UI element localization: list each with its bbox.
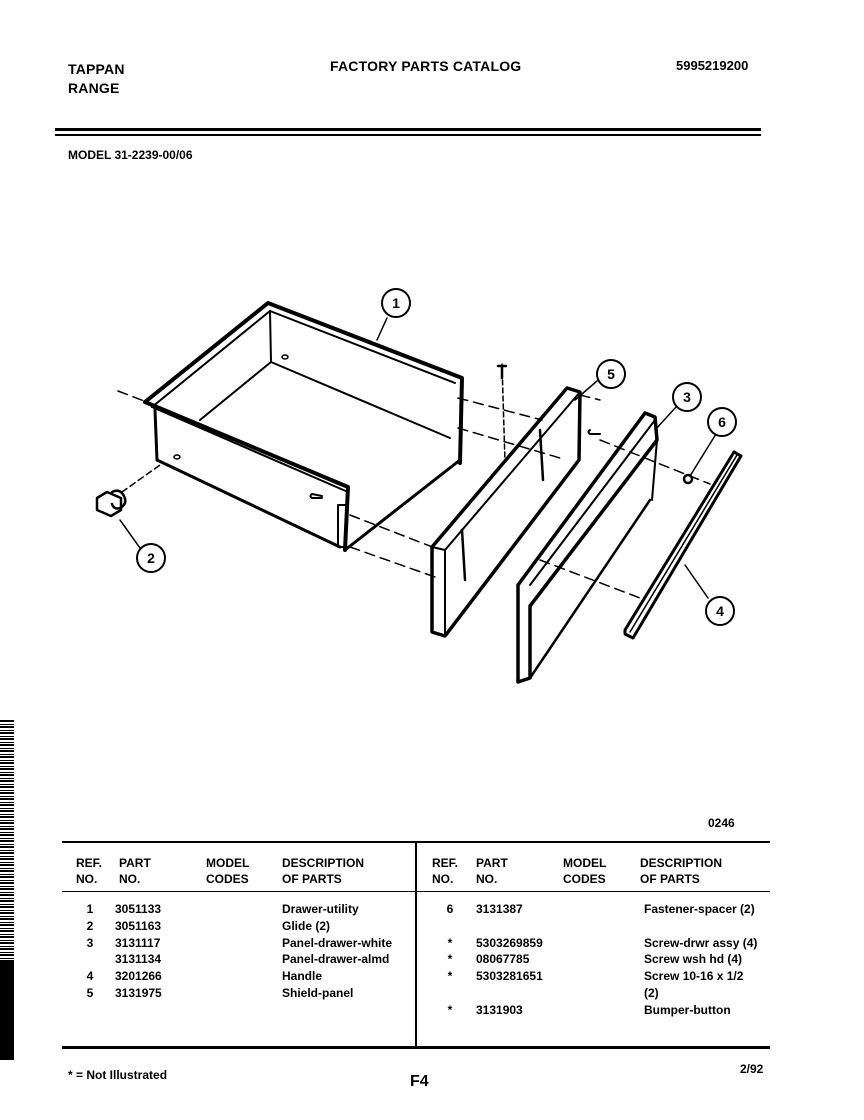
right-ref-column [443,901,457,1019]
table-cell [443,918,457,935]
product-type: RANGE [68,80,120,96]
header-divider-thin [55,134,761,136]
table-cell: Screw wsh hd (4) [644,952,743,967]
table-cell: Panel-drawer-almd [282,952,390,967]
table-bottom-rule [62,1046,770,1049]
table-cell: 08067785 [476,952,530,967]
table-cell: 3201266 [115,969,162,984]
model-number: MODEL 31-2239-00/06 [68,148,193,162]
table-cell: Drawer-utility [282,902,359,916]
table-column-divider [415,843,417,1046]
brand-name: TAPPAN [68,61,125,77]
table-cell: Fastener-spacer (2) [644,902,755,916]
table-cell [83,951,97,968]
table-cell: 3051133 [115,902,162,916]
table-cell: * [447,952,453,967]
table-cell [476,985,543,1002]
table-cell: 1 [86,902,94,916]
table-cell: 3131387 [476,902,523,916]
svg-text:4: 4 [716,603,724,619]
svg-text:6: 6 [718,414,726,430]
not-illustrated-note: * = Not Illustrated [68,1068,168,1082]
table-cell: 2 [86,918,94,933]
svg-text:2: 2 [147,550,155,566]
table-cell: Glide (2) [282,918,331,933]
callout-3 [673,383,701,411]
table-cell: Bumper-button [644,1002,731,1017]
scan-edge-artifact-solid [0,960,14,1060]
table-cell: (2) [644,985,659,1000]
table-cell: Screw 10-16 x 1/2 [644,969,744,984]
revision-date: 2/92 [740,1062,764,1076]
table-cell: 5303281651 [476,969,543,984]
table-cell: Panel-drawer-white [282,935,393,950]
left-part-column [115,901,162,1002]
page-number: F4 [410,1073,429,1090]
catalog-number: 5995219200 [676,58,749,73]
header-divider [55,128,761,131]
table-cell: Handle [282,969,323,984]
table-cell: Screw-drwr assy (4) [644,935,758,950]
header-ref-no-left: REF. NO. [76,856,103,886]
callout-2 [137,544,165,572]
callout-1 [382,289,410,317]
svg-text:5: 5 [607,366,615,382]
callout-4 [706,597,734,625]
table-cell: 3 [86,935,94,950]
table-cell [443,985,457,1002]
table-cell: Shield-panel [282,985,354,1000]
figure-code: 0246 [708,816,735,830]
drawer-utility-drawing [145,303,462,550]
right-description-column [644,901,757,1019]
table-cell: * [447,969,453,984]
table-cell: 6 [446,902,454,916]
right-part-column [476,901,543,1019]
shield-panel-drawing [432,364,580,636]
table-cell: 5303269859 [476,935,543,950]
left-ref-column [83,901,97,1002]
header-model-codes-left: MODEL CODES [206,856,250,886]
header-ref-no-right: REF. NO. [432,856,459,886]
callout-5 [597,360,625,388]
exploded-parts-diagram [70,280,790,700]
panel-drawer-drawing [518,413,657,682]
table-cell: 3131975 [115,985,162,1000]
header-part-no-left: PART NO. [119,856,151,886]
table-cell: 3051163 [115,918,162,933]
table-cell: 3131903 [476,1002,523,1017]
table-cell: 3131117 [115,935,161,950]
left-description-column [282,901,392,1002]
glide-drawing [97,465,160,516]
table-cell: 4 [86,969,94,984]
catalog-title: FACTORY PARTS CATALOG [330,58,522,74]
table-cell: 3131134 [115,952,162,967]
svg-text:1: 1 [392,295,400,311]
header-model-codes-right: MODEL CODES [563,856,607,886]
header-description-left: DESCRIPTION OF PARTS [282,856,365,886]
table-cell: * [447,1002,453,1017]
table-cell [644,918,757,935]
callout-6 [708,408,736,436]
table-cell: * [447,935,453,950]
table-cell: 5 [86,985,94,1000]
header-description-right: DESCRIPTION OF PARTS [640,856,723,886]
header-brand-block [68,60,125,98]
table-cell [476,918,543,935]
header-part-no-right: PART NO. [476,856,508,886]
svg-text:3: 3 [683,389,691,405]
